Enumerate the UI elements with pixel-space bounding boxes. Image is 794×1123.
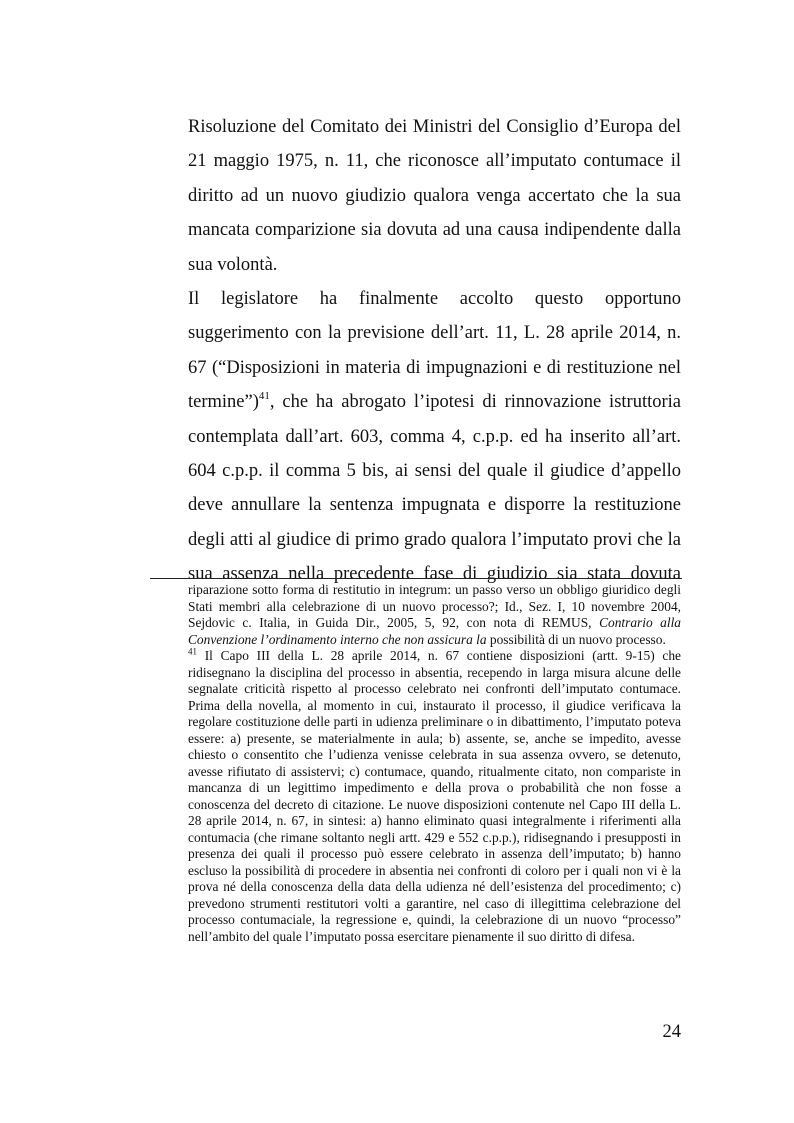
paragraph-text: , che ha abrogato l’ipotesi di rinnovazione istruttoria contemplata dall’art. 603, comma 4, c.p.p. ed ha inserito all’art. 604 c.p.p. il comma 5 bis, ai sensi del quale il giudice d’appello deve annullare la sentenza impugnata e disporre la restituzione degli atti al giudice di primo grado qualora l’imputato provi che la sua assenza nella precedente fase di giudizio sia stata dovuta <box>188 392 681 585</box>
page-number: 24 <box>662 1022 681 1042</box>
body-text <box>188 110 681 592</box>
paragraph <box>188 282 681 592</box>
footnote-italic-title: Contrario alla Convenzione l’ordinamento interno che non assicura la <box>188 615 682 647</box>
paragraph-text: Il legislatore ha finalmente accolto questo opportuno suggerimento con la previsione dell’art. 11, L. 28 aprile 2014, n. 67 (“Disposizioni in materia di impugnazioni e di restituzione nel termine”) <box>188 289 681 413</box>
paragraph: Risoluzione del Comitato dei Ministri del Consiglio d’Europa del 21 maggio 1975, n. 11, che riconosce all’imputato contumace il diritto ad un nuovo giudizio qualora venga accertato che la sua mancata comparizione sia dovuta ad una causa indipendente dalla sua volontà. <box>188 117 681 275</box>
footnote-number: 41 <box>188 646 197 657</box>
footnote-text: riparazione sotto forma di restitutio in integrum: un passo verso un obbligo giuridico degli Stati membri alla celebrazione di un nuovo processo?; Id., Sez. I, 10 novembre 2004, Sejdovic c. Italia, in Guida Dir., 2005, 5, 92, con nota di REMUS, <box>188 582 681 630</box>
footnote-separator <box>150 578 682 579</box>
footnote-reference[interactable]: 41 <box>258 390 270 403</box>
footnote-41 <box>188 648 681 945</box>
footnotes <box>188 582 681 945</box>
footnote-text: possibilità di un nuovo processo. <box>486 631 666 647</box>
footnote-continuation <box>188 582 681 648</box>
footnote-text: Il Capo III della L. 28 aprile 2014, n. 67 contiene disposizioni (artt. 9-15) che ridisegnano la disciplina del processo in absentia, recependo in larga misura alcune delle segnalate criticità rispetto al processo celebrato nei confronti dell’imputato contumace. Prima della novella, al momento in cui, instaurato il processo, il giudice verificava la regolare costituzione delle parti in udienza preliminare o in dibattimento, l’imputato poteva essere: a) presente, se materialmente in aula; b) assente, se, anche se impedito, avesse chiesto o consentito che l’udienza venisse celebrata in sua assenza ovvero, se detenuto, avesse rifiutato di assistervi; c) contumace, quando, ritualmente citato, non compariste in mancanza di un legittimo impedimento e della prova o probabilità che non fosse a conoscenza del decreto di citazione. Le nuove disposizioni contenute nel Capo III della L. 28 aprile 2014, n. 67, in sintesi: a) hanno eliminato quasi integralmente i riferimenti alla contumacia (che rimane soltanto negli artt. 429 e 552 c.p.p.), ridisegnando i presupposti in presenza dei quali il processo può essere celebrato in assenza dell’imputato; b) hanno escluso la possibilità di procedere in absentia nei confronti di coloro per i quali non vi è la prova né della conoscenza della data della udienza né dell’esistenza del procedimento; c) prevedono strumenti restitutori volti a garantire, nel caso di illegittima celebrazione del processo contumaciale, la regressione e, quindi, la celebrazione di un nuovo “processo” nell’ambito del quale l’imputato possa esercitare pienamente il suo diritto di difesa. <box>188 648 681 944</box>
